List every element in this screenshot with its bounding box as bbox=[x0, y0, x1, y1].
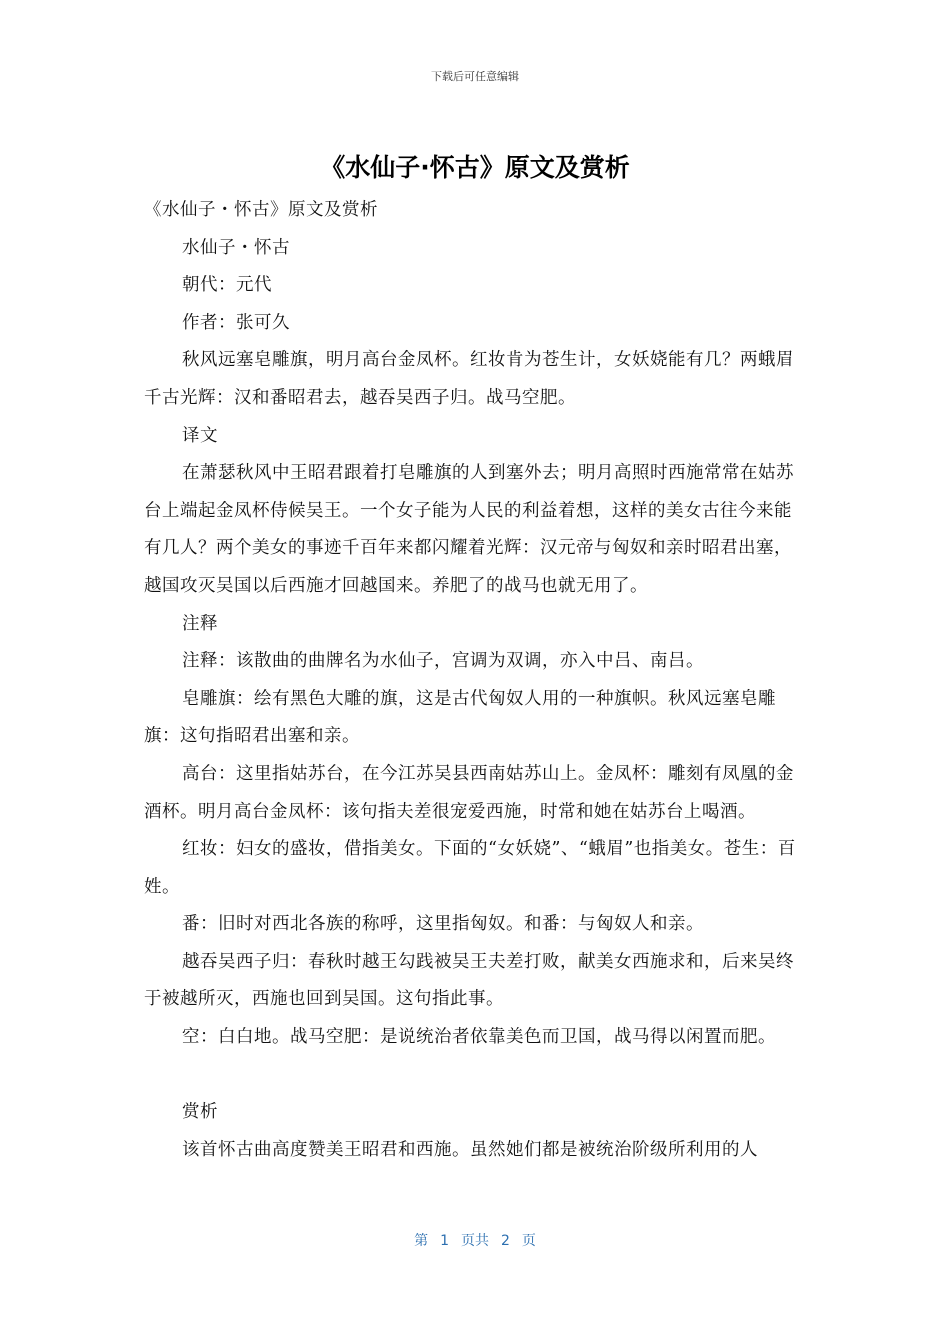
paragraph: 译文 bbox=[182, 425, 218, 446]
paragraph: 空：白白地。战马空肥：是说统治者依靠美色而卫国，战马得以闲置而肥。 bbox=[182, 1027, 776, 1048]
document-title: 《水仙子·怀古》原文及赏析 bbox=[320, 153, 630, 182]
paragraph: 在萧瑟秋风中王昭君跟着打皂雕旗的人到塞外去；明月高照时西施常常在姑苏台上端起金凤杯侍候吴王。一个女子能为人民的利益着想，这样的美女古往今来能有几人？两个美女的事迹千百年来都闪耀着光辉：汉元帝与匈奴和亲时昭君出塞，越国攻灭吴国以后西施才回越国来。养肥了的战马也就无用了。 bbox=[144, 463, 794, 596]
paragraph: 朝代：元代 bbox=[182, 275, 272, 296]
footer-suffix: 页 bbox=[521, 1233, 536, 1249]
paragraph: 该首怀古曲高度赞美王昭君和西施。虽然她们都是被统治阶级所利用的人 bbox=[182, 1139, 758, 1160]
blank-line bbox=[144, 1057, 808, 1095]
paragraph: 皂雕旗：绘有黑色大雕的旗，这是古代匈奴人用的一种旗帜。秋风远塞皂雕旗：这句指昭君出塞和亲。 bbox=[144, 688, 776, 747]
paragraph: 红妆：妇女的盛妆，借指美女。下面的“女妖娆”、“蛾眉”也指美女。苍生：百姓。 bbox=[144, 839, 796, 897]
paragraph: 番：旧时对西北各族的称呼，这里指匈奴。和番：与匈奴人和亲。 bbox=[182, 914, 704, 935]
paragraph: 作者：张可久 bbox=[182, 312, 290, 333]
document-body bbox=[144, 192, 808, 1169]
paragraph: 《水仙子・怀古》原文及赏析 bbox=[144, 200, 378, 220]
footer-prefix: 第 bbox=[414, 1233, 429, 1249]
paragraph: 赏析 bbox=[182, 1102, 218, 1123]
header-note: 下载后可任意编辑 bbox=[431, 70, 519, 83]
footer-total-pages: 2 bbox=[501, 1233, 510, 1249]
footer-page-number: 1 bbox=[440, 1233, 449, 1249]
paragraph: 秋风远塞皂雕旗，明月高台金凤杯。红妆肯为苍生计，女妖娆能有几？两蛾眉千古光辉：汉和番昭君去，越吞吴西子归。战马空肥。 bbox=[144, 350, 794, 408]
page-footer bbox=[0, 1230, 950, 1250]
paragraph: 越吞吴西子归：春秋时越王勾践被吴王夫差打败，献美女西施求和，后来吴终于被越所灭，西施也回到吴国。这句指此事。 bbox=[144, 951, 794, 1010]
paragraph: 水仙子・怀古 bbox=[182, 237, 290, 258]
paragraph: 注释：该散曲的曲牌名为水仙子，宫调为双调，亦入中吕、南吕。 bbox=[182, 651, 704, 672]
paragraph: 注释 bbox=[182, 613, 218, 634]
paragraph: 高台：这里指姑苏台，在今江苏吴县西南姑苏山上。金凤杯：雕刻有凤凰的金酒杯。明月高台金凤杯：该句指夫差很宠爱西施，时常和她在姑苏台上喝酒。 bbox=[144, 763, 794, 822]
footer-mid: 页共 bbox=[461, 1233, 489, 1249]
